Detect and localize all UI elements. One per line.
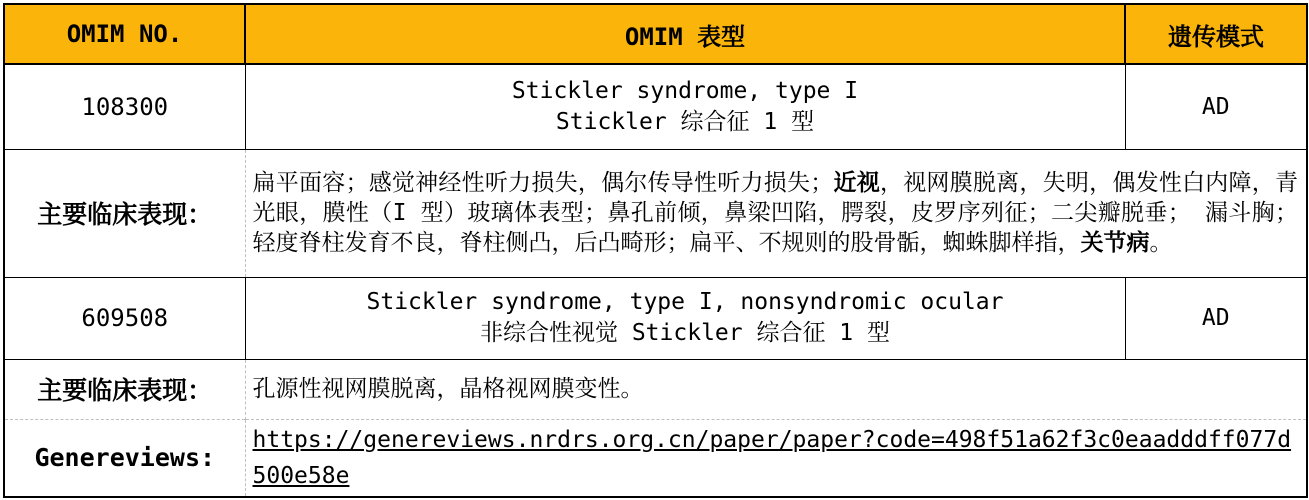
- clinical-segment: ，视网膜脱离，失明，偶发性白内障，青光眼，膜性（I 型）玻璃体表型；鼻孔前倾，鼻梁凹陷，腭裂，皮罗序列征；二尖瓣脱垂； 漏斗胸；轻度脊柱发育不良，脊柱侧凸，后凸畸形；扁平、不规则的股骨骺，蜘蛛脚样指，: [252, 170, 1299, 256]
- clinical-row-609508: [4, 359, 1307, 419]
- phenotype-english: Stickler syndrome, type I: [511, 77, 859, 104]
- phenotype-english: Stickler syndrome, type I, nonsyndromic ocular: [366, 289, 1004, 315]
- omim-number-609508: 609508: [4, 277, 245, 359]
- inheritance-mode-108300: AD: [1125, 64, 1307, 149]
- phenotype-cell-108300: [245, 64, 1125, 149]
- phenotype-cell-609508: [245, 277, 1125, 359]
- clinical-segment: 。: [1149, 230, 1173, 256]
- genereviews-link[interactable]: https://genereviews.nrdrs.org.cn/paper/paper?code=498f51a62f3c0eaadddff077d500e58e: [252, 426, 1292, 489]
- inheritance-mode-609508: AD: [1125, 277, 1307, 359]
- omim-stickler-table: [3, 3, 1308, 498]
- header-inheritance-mode: 遗传模式: [1125, 4, 1307, 64]
- header-omim-no: OMIM NO.: [4, 4, 245, 64]
- header-omim-phenotype: OMIM 表型: [245, 4, 1125, 64]
- omim-number-108300: 108300: [4, 64, 245, 149]
- clinical-segment: 扁平面容；感觉神经性听力损失，偶尔传导性听力损失；: [252, 170, 834, 196]
- clinical-label: 主要临床表现：: [4, 149, 245, 277]
- genereviews-link-cell: [245, 419, 1307, 497]
- table-header-row: [4, 4, 1307, 64]
- entry-row-108300: [4, 64, 1307, 149]
- clinical-segment-bold-arthropathy: 关节病: [1080, 230, 1150, 256]
- phenotype-chinese: Stickler 综合征 1 型: [555, 108, 815, 135]
- entry-row-609508: [4, 277, 1307, 359]
- phenotype-chinese: 非综合性视觉 Stickler 综合征 1 型: [479, 320, 890, 346]
- clinical-text-609508: 孔源性视网膜脱离，晶格视网膜变性。: [245, 359, 1307, 419]
- genereviews-row: [4, 419, 1307, 497]
- clinical-row-108300: [4, 149, 1307, 277]
- clinical-text-108300: [245, 149, 1307, 277]
- clinical-segment-bold-myopia: 近视: [833, 170, 880, 196]
- genereviews-label: Genereviews:: [4, 419, 245, 497]
- clinical-label: 主要临床表现：: [4, 359, 245, 419]
